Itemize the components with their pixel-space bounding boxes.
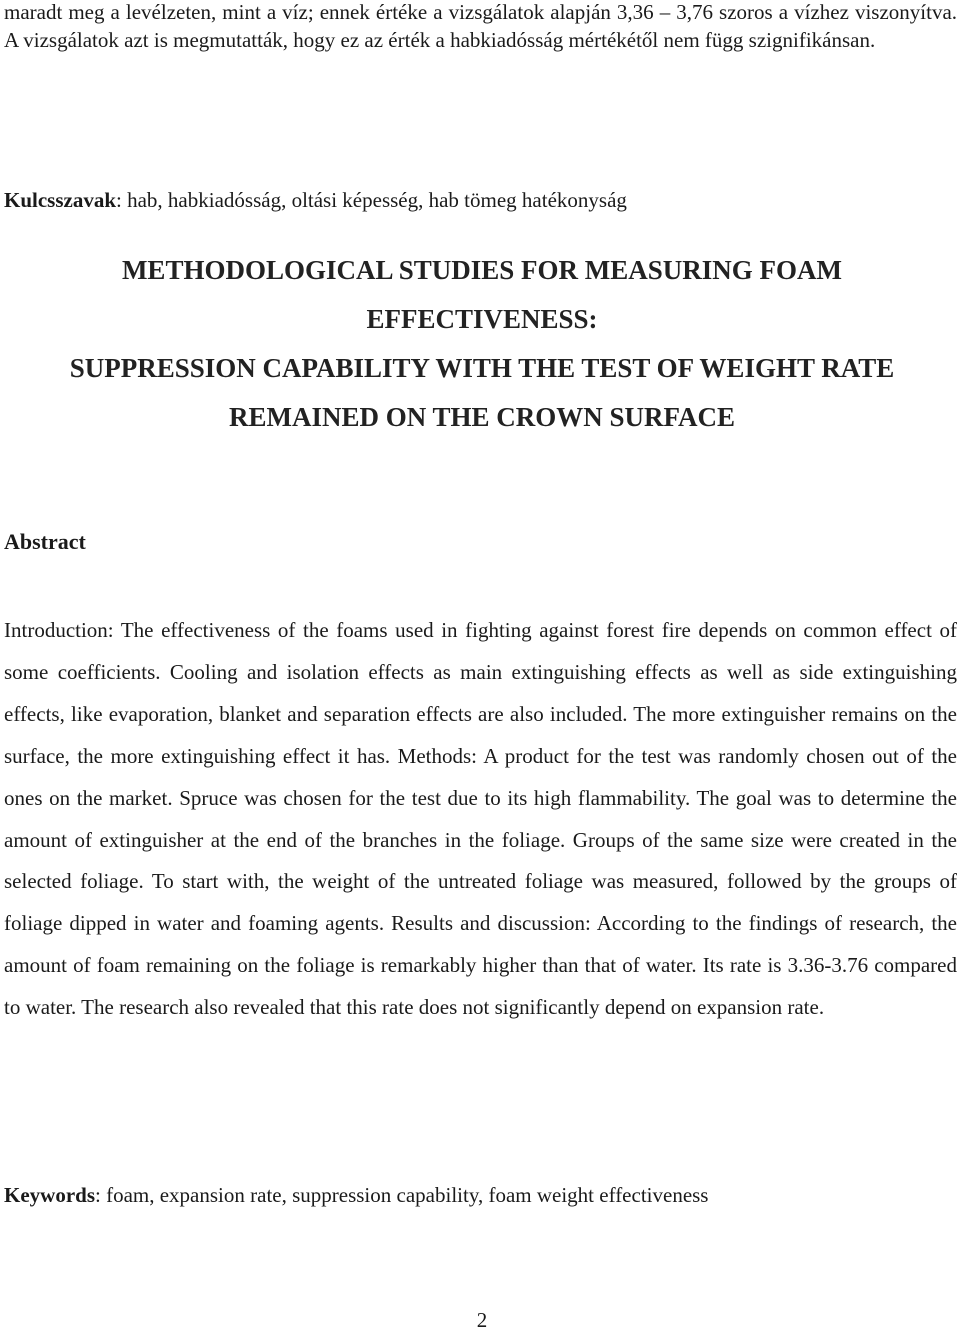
english-keywords <box>4 1181 957 1209</box>
hungarian-keywords <box>4 186 957 214</box>
paper-title-line: REMAINED ON THE CROWN SURFACE <box>228 402 736 432</box>
hungarian-abstract-line: nem függ szignifikánsan. <box>663 28 876 52</box>
hungarian-abstract-line: maradt meg a levélzeten, mint a víz; ennek értéke a vizsgálatok alapján 3,36 – 3,76 szoros a <box>4 0 789 24</box>
paper-title-line: EFFECTIVENESS: <box>366 304 598 334</box>
paper-title-line: METHODOLOGICAL STUDIES FOR MEASURING FOAM <box>121 255 843 285</box>
hungarian-keywords-label: Kulcsszavak <box>4 188 117 212</box>
hungarian-abstract-line: vízhez viszonyítva. A vizsgálatok azt is megmutatták, hogy ez az érték a habkiadósság mértékétől <box>4 0 958 52</box>
document-page <box>4 0 960 1331</box>
hungarian-abstract-tail <box>4 0 957 54</box>
paper-title-line: SUPPRESSION CAPABILITY WITH THE TEST OF WEIGHT RATE <box>69 353 895 383</box>
hungarian-keywords-text: : hab, habkiadósság, oltási képesség, hab tömeg hatékonyság <box>116 188 627 212</box>
abstract-body: Introduction: The effectiveness of the foams used in fighting against forest fire depends on common effect of some coefficients. Cooling and isolation effects as main extinguishing effects as well as side extinguishing effects, like evaporation, blanket and separation effects are also included. The more extinguisher remains on the surface, the more extinguishing effect it has. Methods: A product for the test was randomly chosen out of the ones on the market. Spruce was chosen for the test due to its high flammability. The goal was to determine the amount of extinguisher at the end of the branches in the foliage. Groups of the same size were created in the selected foliage. To start with, the weight of the untreated foliage was measured, followed by the groups of foliage dipped in water and foaming agents. Results and discussion: According to the findings of research, the amount of foam remaining on the foliage is remarkably higher than that of water. Its rate is 3.36-3.76 compared to water. The research also revealed that this rate does not significantly depend on expansion rate. <box>4 618 957 1020</box>
paper-title <box>4 246 960 442</box>
abstract-heading: Abstract <box>4 529 86 554</box>
english-keywords-label: Keywords <box>4 1183 95 1207</box>
english-keywords-text: : foam, expansion rate, suppression capability, foam weight effectiveness <box>95 1183 709 1207</box>
page-number: 2 <box>476 1308 488 1332</box>
